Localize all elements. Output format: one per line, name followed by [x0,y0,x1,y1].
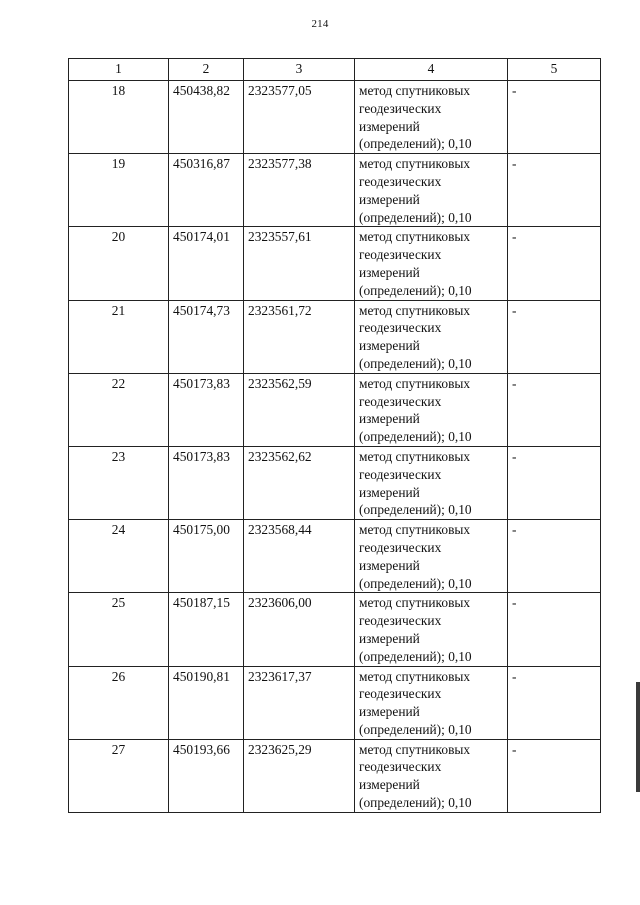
point-number-cell: 20 [69,227,169,300]
y-coordinate-cell: 2323561,72 [244,300,355,373]
method-cell: метод спутниковых геодезических измерений (определений); 0,10 [355,666,508,739]
column-header: 5 [508,59,601,81]
x-coordinate-cell: 450190,81 [169,666,244,739]
table-row [69,373,601,446]
point-number-cell: 21 [69,300,169,373]
note-cell: - [508,227,601,300]
method-cell: метод спутниковых геодезических измерений (определений); 0,10 [355,154,508,227]
note-cell: - [508,739,601,812]
y-coordinate-cell: 2323562,59 [244,373,355,446]
y-coordinate-cell: 2323577,38 [244,154,355,227]
method-cell: метод спутниковых геодезических измерений (определений); 0,10 [355,227,508,300]
y-coordinate-cell: 2323557,61 [244,227,355,300]
table-row [69,227,601,300]
note-cell: - [508,593,601,666]
x-coordinate-cell: 450175,00 [169,520,244,593]
note-cell: - [508,446,601,519]
y-coordinate-cell: 2323577,05 [244,81,355,154]
method-cell: метод спутниковых геодезических измерений (определений); 0,10 [355,373,508,446]
point-number-cell: 23 [69,446,169,519]
point-number-cell: 26 [69,666,169,739]
coordinates-table [68,58,601,813]
x-coordinate-cell: 450174,73 [169,300,244,373]
column-header: 2 [169,59,244,81]
column-header: 3 [244,59,355,81]
y-coordinate-cell: 2323568,44 [244,520,355,593]
method-cell: метод спутниковых геодезических измерений (определений); 0,10 [355,300,508,373]
table-row [69,739,601,812]
table-row [69,593,601,666]
table-header-row [69,59,601,81]
method-cell: метод спутниковых геодезических измерений (определений); 0,10 [355,593,508,666]
method-cell: метод спутниковых геодезических измерений (определений); 0,10 [355,520,508,593]
y-coordinate-cell: 2323562,62 [244,446,355,519]
note-cell: - [508,373,601,446]
point-number-cell: 24 [69,520,169,593]
scan-edge-mark [636,682,640,792]
table-row [69,300,601,373]
x-coordinate-cell: 450173,83 [169,446,244,519]
note-cell: - [508,81,601,154]
x-coordinate-cell: 450174,01 [169,227,244,300]
point-number-cell: 19 [69,154,169,227]
x-coordinate-cell: 450193,66 [169,739,244,812]
x-coordinate-cell: 450173,83 [169,373,244,446]
note-cell: - [508,300,601,373]
note-cell: - [508,154,601,227]
y-coordinate-cell: 2323606,00 [244,593,355,666]
y-coordinate-cell: 2323617,37 [244,666,355,739]
method-cell: метод спутниковых геодезических измерений (определений); 0,10 [355,446,508,519]
y-coordinate-cell: 2323625,29 [244,739,355,812]
x-coordinate-cell: 450316,87 [169,154,244,227]
table-row [69,81,601,154]
x-coordinate-cell: 450187,15 [169,593,244,666]
table-row [69,666,601,739]
x-coordinate-cell: 450438,82 [169,81,244,154]
table-row [69,520,601,593]
note-cell: - [508,520,601,593]
table-row [69,446,601,519]
table-row [69,154,601,227]
point-number-cell: 27 [69,739,169,812]
page-number: 214 [311,18,329,30]
column-header: 4 [355,59,508,81]
note-cell: - [508,666,601,739]
column-header: 1 [69,59,169,81]
method-cell: метод спутниковых геодезических измерений (определений); 0,10 [355,739,508,812]
method-cell: метод спутниковых геодезических измерений (определений); 0,10 [355,81,508,154]
point-number-cell: 22 [69,373,169,446]
point-number-cell: 25 [69,593,169,666]
point-number-cell: 18 [69,81,169,154]
